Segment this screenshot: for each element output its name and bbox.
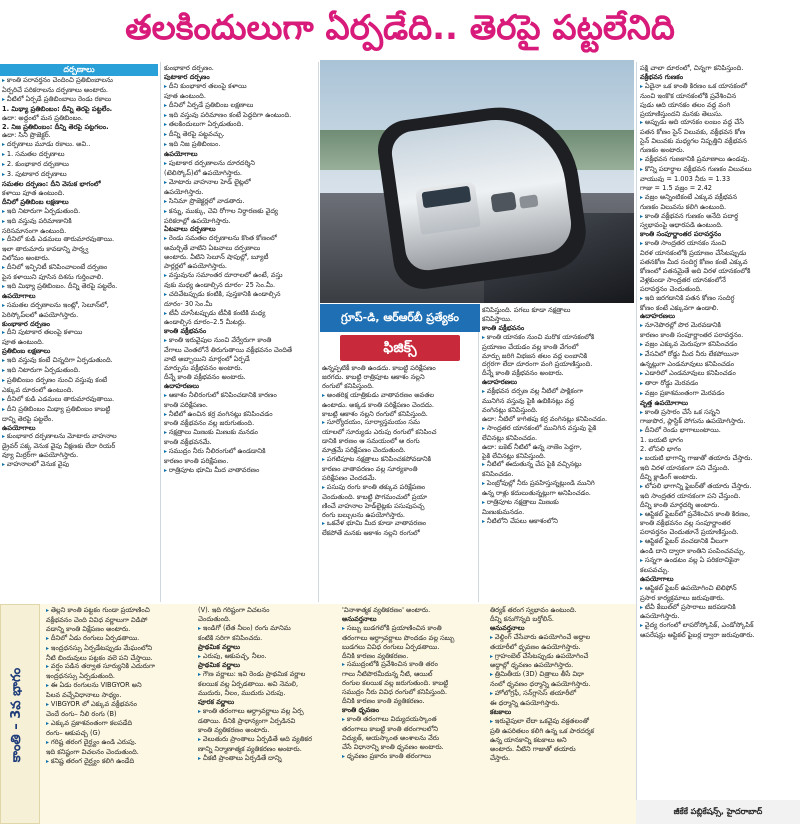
text-line: కనిపించడం. [482, 470, 514, 479]
text-line: పెరిస్కోప్‌లలో ఉపయోగిస్తారు. [2, 310, 79, 319]
subheading: పుటాకార దర్పణం [164, 72, 210, 81]
text-line: ▸ గ్రాహంబెల్ చేసేటప్పుడు ఉపయోగించే [490, 652, 632, 662]
text-line: గాజు = 1.5 వజ్రం = 2.42 [640, 183, 713, 192]
text-line: వాయువు = 1.003 నీరు = 1.33 [640, 174, 731, 183]
column-separator [478, 306, 479, 602]
text-line: మిణుకుమనడం. [482, 507, 525, 516]
text-line: ▸ వేసవిలో రోడ్డు మీద నీరు లేకపోయినా [640, 350, 798, 360]
text-line: పరావర్తనం చెందుతూనే ప్రయాణిస్తుంది. [640, 528, 739, 537]
column-polarization [488, 606, 634, 822]
text-line: ▸ సూర్యోదయం, సూర్యాస్తమయం సమ [322, 418, 474, 428]
photo-car-reflection [490, 192, 516, 213]
subheading: వక్రీభవన గుణకం [640, 72, 684, 81]
text-line: ▸ బయటి భాగాన్ని గాజుతో తయారు చేస్తారు. [640, 454, 798, 464]
subheading: కాంతి వక్రీభవనం [482, 323, 525, 332]
text-line: ▸ నీటిలోని చేపలు ఆకాశంలోని [482, 517, 632, 527]
text-line: ▸ VIBGYOR లో ఎక్కువ వక్రీభవనం [46, 700, 192, 710]
text-line: ▸ దర్పణాలు మూడు రకాలు. అవి.. [2, 140, 156, 150]
column-interference [340, 606, 486, 822]
text-line: ఇది సాంద్రతర యానకంగా పని చేస్తుంది. [640, 491, 741, 500]
text-line: ▸ ఏదైనా ఒక కాంతి కిరణం ఒక యానకంలో [640, 82, 798, 92]
text-line: ఇది కనిష్టంగా విచలనం చెందుతుంది. [46, 747, 139, 756]
text-line: ▸ దీనిలో ఏర్పడే ప్రతిబింబ లక్షణాలు [164, 101, 314, 111]
text-line: ▸ ఇది నిటారుగా ఏర్పడుతుంది. [2, 207, 156, 217]
text-line: కనిపిస్తాయి. [482, 314, 513, 323]
text-line: ▸ ఇది నిజ ప్రతిబింబం. [164, 140, 314, 150]
text-line: ▸ సబ్బు బుడగలోకి ప్రయాణించిన కాంతి [342, 624, 484, 634]
text-line: (టెలిస్కోప్)లో ఉపయోగిస్తారు. [164, 168, 242, 177]
text-line: పైన కళాయిని పూసిన దిశను గుర్తించాలి. [2, 273, 104, 282]
text-line: ▸ తలకిందులుగా ఏర్పడుతుంది. [164, 120, 314, 130]
text-line: ▸ వస్తువును సమాంతర దూరాలలో ఉంటే, వస్తు [164, 271, 314, 281]
subheading: కాంతి సంపూర్ణాంతర పరావర్తనం [640, 230, 722, 239]
text-line: ▸ అంతరిక్ష యాత్రికుడు వాతావరణం అవతల [322, 391, 474, 401]
side-mirror-photo [320, 60, 634, 303]
text-line: ప్రయాణం చేయడం వల్ల కాంతి వేగంలో [482, 342, 579, 351]
subheading: ఉదాహరణలు [482, 378, 518, 387]
text-line: ▸ సమతల దర్పణాలను ఇంట్లో, సెలూన్‌లో, [2, 301, 156, 311]
text-line: ▸ 2. కుంభాకార దర్పణాలు [2, 160, 156, 170]
publisher-credit: జీకేకే పబ్లికేషన్స్, హైదరాబాద్ [636, 800, 800, 824]
text-line: ▸ వక్రీభవన గుణకానికి ప్రమాణాలు ఉండవు. [640, 155, 798, 165]
text-line: పుడు ఆది యానకం తలం వద్ద వంగి [640, 100, 731, 109]
text-line: గుణకం విలువను కలిగి ఉంటుంది. [640, 202, 727, 211]
text-line: కాంతి వ్యతికరణం అంటారు. [198, 725, 270, 734]
text-line: ▸ దీనిలో కుడి ఎడమలు తారుమారవుతాయి. [2, 235, 156, 245]
subheading: ఉదాహరణలు [640, 312, 676, 321]
text-line: ▸ కనిష్ట తరంగ దైర్ఘ్యం కలిగి ఉండేది [46, 757, 192, 767]
text-line: ఏర్పరిచే పరికరాలను దర్పణాలు అంటారు. [2, 85, 109, 94]
text-line: ▸ కొన్ని పదార్థాల వక్రీభవన గుణకం విలువలు [640, 165, 798, 175]
text-line: కళాయి పూత ఉంటుంది. [2, 188, 65, 197]
text-line: దీన్ని కనుగొన్నది బర్తోలిన్. [490, 614, 554, 623]
text-line: గాలు నీటిపొరమీదున్న నీటి, ఆయిల్ [342, 670, 433, 679]
text-line: కారణం కాంతి సంపూర్ణాంతర పరావర్తనం. [640, 331, 744, 340]
column-mirrors [0, 64, 158, 602]
text-line: ▸ రెండు సమతల దర్పణాలను కొంత కోణంలో [164, 234, 314, 244]
text-line: ▸ వజ్రం ప్రకాశమంతంగా మెరవడం [640, 389, 798, 399]
text-line: ▸ ప్రతిబింబం దర్పణం నుంచి వస్తువు కంటే [2, 376, 156, 386]
text-line: దీనికి కారణం వ్యతికరణం. [342, 651, 409, 660]
text-line: స్వభావంపై ఆధారపడి ఉంటుంది. [640, 221, 724, 230]
text-line: కలయిక వల్ల ఏర్పడతాయి. అవి నెమలి, [198, 680, 299, 689]
subheading: ప్రతిబింబ లక్షణాలు [2, 347, 51, 356]
text-line: ఉన్నప్పటికీ కాంతి ఉండదు. కాబట్టి పరిక్షేపణం [322, 364, 436, 372]
text-line: విలోమం అంటారు. [2, 254, 50, 263]
text-line: డ్రైవర్ పక్క వెనుక వైపు వీక్షణకు లేదా రియర్ [2, 442, 116, 451]
text-line: ▸ నక్షత్రాలు మిణుకు మిణుకు మనడం [164, 428, 314, 438]
text-line: ▸ ఎరుపు, ఆకుపచ్చ, నీలం. [198, 652, 336, 662]
text-line: ఉన్న రాళ్లు కదులుతున్నట్లుగా అనిపించడం. [482, 489, 591, 498]
text-line: ▸ ఆప్టికల్ ఫైబర్‌లో ప్రవేశించిన కాంతి కిరణం, [640, 510, 798, 520]
text-line: దీనికి కారణం కాంతి వ్యతికరణం. [342, 697, 425, 706]
text-line: నంలో ధృవణం ధర్మాన్ని ఉపయోగిస్తారు. [490, 680, 591, 689]
text-line: ▸ అప్పుడు ఆది యానకం లంబం వద్ద చేసే [640, 118, 798, 128]
text-line: ▸ దీని ప్రతిబింబం మిథ్యా ప్రతిబింబం కాబట్టి [2, 405, 156, 415]
text-line: ▸ ఆప్టికల్ ఫైబర్ వంచడానికి వీలుగా [640, 537, 798, 547]
text-line: ▸ కాంతి తరంగాలు విద్యుదయస్కాంత [342, 715, 484, 725]
text-line: ▸ పెంబ్రోవుల్లో నీరు ప్రవహిస్తున్నట్లుండి మునిగి [482, 479, 632, 489]
subheading: పూరక వర్ణాలు [198, 698, 235, 707]
text-line: ▸ కుంభాకార దర్పణాలను మోటారు వాహనాల [2, 432, 156, 442]
text-line: ▸ సాంద్రతర యానకంలో మునిగిన వస్తువు పైకి [482, 424, 632, 434]
text-line: ▸ పసుపు రంగు కాంతి తక్కువ పరిక్షేపణం [322, 483, 474, 493]
text-line: వెళ్లకుండా సాంద్రతర యానకంలోనే [640, 275, 726, 284]
text-line: కోణంలో పతనమైతే అది విరళ యానకంలోకి [640, 266, 751, 275]
text-line: ఉదా: సినీ ప్రొజెక్టర్. [2, 131, 51, 140]
text-line: కాంతి వక్రీభవనం వల్ల జరుగుతుంది. [164, 419, 255, 428]
text-line: ఉదా: నీటిలో కాగితపు కర్ర వంగినట్లు కనిపించడం. [482, 414, 608, 423]
text-line: ణించే వాహనాల హెడ్‌లైట్లకు పసుపుపచ్చ [322, 501, 425, 510]
text-line: ▸ నీటిలో ఉంచిన కర్ర వంగినట్లు కనిపించడం [164, 410, 314, 420]
text-line: బుడగలు వివిధ రంగులు ఏర్పడతాయి. [342, 642, 440, 651]
text-line: కనిపిస్తుంది. పగలు కూడా నక్షత్రాలు [482, 306, 571, 314]
text-line: ణాన్ని నిర్మాణాత్మక వ్యతికరణం అంటారు. [198, 744, 302, 753]
text-line: ▸ గౌణ వర్ణాలు: ఇవి రెండు ప్రాథమిక వర్ణాల [198, 670, 336, 680]
text-line: పరిక్షేపణం చెందడమే. [322, 473, 377, 482]
text-line: ▸ కాంతి పరావర్తనం చెందించి ప్రతిబింబాలను [2, 76, 156, 86]
column-dispersion [44, 606, 194, 822]
text-line: పూత ఉంటుంది. [2, 338, 44, 347]
text-line: ఉంటాడు. అక్కడ కాంతి పరిక్షేపణం చెందదు. [322, 400, 434, 409]
text-line: ▸ ఎడారిలో ఎండమావులు కనిపించడం [640, 369, 798, 379]
text-line: ఈ ధర్మాన్ని ఉపయోగిస్తారు. [490, 699, 560, 708]
side-title-box [0, 604, 40, 824]
column-refractive-index [638, 64, 800, 798]
text-line: దూరం- 30 సెం.మీ [164, 299, 213, 308]
text-line: పైకి లేచినట్లు కనిపిస్తుంది. [482, 451, 546, 460]
text-line: అంటారు. వీటిని గాజుతో తయారు [490, 744, 576, 753]
text-line: ▸ పుటాకార దర్పణాలను దూరదర్శిని [164, 159, 314, 169]
text-line: ▸ కన్ను, ముక్కు, చెవి రోగాల నిర్ధారణకు వైద్య [164, 207, 314, 217]
text-line: కారణం వాతావరణం వల్ల సూర్యకాంతి [322, 464, 418, 473]
text-line: ఎక్కువ దూరంలో ఉంటుంది. [2, 385, 74, 394]
text-line: కాబట్టి ఆకాశం నల్లని రంగులో కనిపిస్తుంది. [322, 409, 428, 418]
text-line: వేగాలు చెంతలోనే తిరుగుతాయి వక్రీభవనం చెందితే [164, 346, 293, 355]
text-line: మార్పు జరిగి విభజన తలం వద్ద లంబానికి [482, 351, 588, 360]
text-line: ▸ 1. సమతల దర్పణాలు [2, 150, 156, 160]
text-line: ▸ ఆకాశం నీలిరంగులో కనిపించడానికి కారణం [164, 391, 314, 401]
text-line: సరిసమానంగా ఉంటుంది. [2, 226, 67, 235]
column-scattering [320, 364, 476, 602]
subheading: ప్రాథమిక వర్ణాలు [198, 661, 240, 670]
text-line: పరికరాల్లో ఉపయోగిస్తారు. [164, 216, 231, 225]
photo-car-reflection [519, 194, 538, 208]
text-line: ▸ తెల్లని కాంతి పట్టకం గుండా ప్రయాణించి [46, 606, 192, 616]
text-line: విరళ యానకంలోకి ప్రయాణం చేసేటప్పుడు [640, 249, 747, 258]
subheading: వృత్త ఉపయోగాలు [640, 398, 689, 407]
text-line: కంటికి సరిగా కనిపించదు. [198, 633, 263, 642]
column-separator [636, 62, 637, 802]
text-line: ఉన్నట్లుగా ఎండమావులు కనిపించడం [640, 360, 735, 368]
column-separator [318, 62, 319, 602]
subheading: కాంతి వక్రీభవనం [164, 327, 207, 336]
text-line: లేచినట్లు కనిపించడం. [482, 433, 538, 442]
text-line: 1. బయటి భాగం [640, 436, 684, 445]
text-line: ▸ దీనిలో ఏడు రంగులు ఏర్పడతాయి. [46, 634, 192, 644]
text-line: ▸ ఇది మిథ్యా ప్రతిబింబం. దీన్ని తెరపై పట్టలేం. [2, 282, 156, 292]
text-line: ▸ ధృవణం ప్రకారం కాంతి తరంగాలు [342, 752, 484, 762]
text-line: సైన్ విలువకు మధ్యగల నిష్పత్తిని వక్రీభవన [640, 137, 747, 146]
text-line: ▸ త్రిమితీయ (3D) చిత్రాలు తీసే విధా [490, 670, 632, 680]
text-line: తిర్యక్ తరంగ స్వభావం ఉంటుంది. [490, 606, 577, 614]
text-line: రంగులో కనిపిస్తుంది. [322, 381, 375, 390]
text-line: లేకపోతే మనకు ఆకాశం నల్లని రంగులో [322, 529, 420, 538]
text-line: ▸ వెల్డింగ్ చేసేవారు ఉపయోగించే అద్దాల [490, 633, 632, 643]
text-line: ▸ మోటారు వాహనాల హెడ్ లైట్లలో [164, 178, 314, 188]
text-line: 2. లోపలి భాగం [640, 445, 682, 454]
text-line: తయారీలో ధృవణం ఉపయోగిస్తారు. [490, 642, 581, 651]
text-line: పిలవ వచ్చేవిధానాలు సాధ్యం. [46, 691, 122, 700]
text-line: కాంతి వక్రీభవనమే. [164, 438, 212, 447]
text-line: పరావర్తనం చెందుతుంది. [640, 284, 703, 293]
text-line: ▸ సముద్రంలోకి ప్రవేశించిన కాంతి తరం [342, 660, 484, 670]
text-line: ▸ రాత్రిపూట భూమి మీద వాతావరణం [164, 466, 314, 476]
column-concave-mirror [162, 64, 316, 602]
text-line: ▸ ఇది నిటారుగా ఏర్పడుతుంది. [2, 366, 156, 376]
text-line: చేసే విధానాన్ని కాంతి ధృవణం అంటారు. [342, 742, 444, 751]
text-line: కాంతి పరిక్షేపణం. [164, 400, 208, 409]
text-line: దగ్గరగా లేదా దూరంగా వంగి ప్రయాణిస్తుంది. [482, 360, 593, 369]
text-line: చెందుతుంది. [198, 614, 231, 623]
text-line: ▸ గరిష్ట తరంగ దైర్ఘ్యం ఉండి ఎరుపు. [46, 738, 192, 748]
section-heading-mirrors: దర్పణాలు [0, 64, 158, 76]
text-line: ▸ హోలోగ్రఫీ, సన్‌గ్లాసెస్ తయారీలో [490, 689, 632, 699]
text-line: ▸ కాంతి సాంద్రతర యానకం నుంచి [640, 239, 798, 249]
text-line: ▸ ఇంద్రధనస్సు ఏర్పడేటప్పుడు మేఘంలోని [46, 644, 192, 654]
text-line: ▸ టీవీ చూసేటప్పుడు టీవీకి కంటికి మధ్య [164, 309, 314, 319]
text-line: ▸ వెలుతురు ప్రాంతాలు ఏర్పడితే అది వ్యతికర [198, 735, 336, 745]
page-headline: తలకిందులుగా ఏర్పడేది.. తెరపై పట్టలేనిది [125, 8, 675, 48]
text-line: దీన్నే కాంతి వక్రీభవనం అంటారు. [482, 369, 564, 378]
text-line: ఇది విరళ యానకంగా పని చేస్తుంది. [640, 463, 730, 472]
text-line: కారణం కాంతి పరిక్షేపణం. [164, 457, 229, 466]
text-line: పూత ఉంటుంది. [164, 91, 206, 100]
subheading: అనువర్తనాలు [342, 614, 377, 623]
text-line: ఆపరేషన్లు ఆప్టికల్ ఫైబర్ల ద్వారా జరుపుతారు. [640, 631, 755, 640]
text-line: ▸ వక్రీభవన దర్పణ వల్ల నీటిలో పాక్షికంగా [482, 387, 632, 397]
text-line: చెందుతుంది. కాబట్టి పొగమంచులో ప్రయా [322, 492, 428, 501]
text-line: ▸ దీనిలో కుడి ఎడమలు తారుమారవుతాయి. [2, 395, 156, 405]
text-line: యాలలో సూర్యుడు ఎరుపు రంగులో కనిపించ [322, 428, 437, 437]
column-refraction [480, 306, 634, 602]
text-line: ▸ దీని పుటాకార తలంపై కళాయి [2, 328, 156, 338]
text-line: ▸ నీటిలో ఈదుతున్న చేప పైకి వచ్చినట్లు [482, 460, 632, 470]
text-line: ▸ దీనిలో ఇన్ఫినిటీ కనిపించాలంటే దర్పణం [2, 263, 156, 273]
text-line: ▸ లోపలి భాగాన్ని ఫైబర్‌తో తయారు చేస్తారు. [640, 482, 798, 492]
text-line: ▸ కాంతి ఇరువైపుల నుంచి వేర్వేరుగా కాంతి [164, 336, 314, 346]
text-line: కలపవచ్చు. [640, 565, 670, 574]
text-line: రంగు– ఆకుపచ్చ (G) [46, 728, 101, 737]
text-line: ఉండి దాని ద్వారా కాంతిని పంపించవచ్చు. [640, 547, 746, 556]
text-line: ▸ తారా రోడ్డు మెరవడం [640, 379, 798, 389]
text-line: వుకు మధ్య ఉండాల్సిన దూరం- 25 సెం.మీ. [164, 280, 276, 289]
text-line: పతనకోణ మీద సందిగ్ధ కోణం కంటే ఎక్కువ [640, 258, 748, 267]
subheading: సమతల దర్పణం: దీని వెనుక భాగంలో [2, 179, 101, 188]
text-line: ▸ 3. పుటాకార దర్పణాలు [2, 170, 156, 180]
text-line: ▸ ఇది వస్తువు పరిమాణానికి [2, 217, 156, 227]
text-line: చేస్తారు. [490, 753, 511, 762]
column-separator [160, 62, 161, 602]
text-line: ఉపయోగిస్తారు. [164, 187, 204, 196]
text-line: కుంభాకార దర్పణం. [164, 64, 214, 72]
text-line: పార్లర్లలో ఉపయోగిస్తారు. [164, 262, 227, 271]
text-line: వాటి అబ్బాయిని మార్గంలో ఏర్పడే [164, 355, 250, 364]
text-line: ▸ దీన్ని తెరపై పట్టవచ్చు. [164, 130, 314, 140]
text-line: ▸ ఎక్కువ ప్రకాశవంతంగా కలపడేది [46, 719, 192, 729]
text-line: నుంచి ఇంకొక యానకంలోకి ప్రవేశించిన [640, 91, 737, 100]
subheading: కటకాలు [490, 707, 512, 716]
text-line: ▸ టీవీ కేబుల్‌లో ప్రసారాలు జరపడానికి [640, 603, 798, 613]
subheading: ఉదాహరణలు [164, 381, 200, 390]
subheading: దీనిలో ప్రతిబింబ లక్షణాలు [2, 197, 69, 206]
text-line: ▸ కాంతి తరంగాలు ఆర్ద్రావర్ణాలు వల్ల ఏర్ప [198, 707, 336, 717]
subheading: కాంతి ధృవణం [342, 705, 380, 714]
text-line: గాజుపొర, ప్లాస్టిక్ పోగును ఉపయోగిస్తారు. [640, 417, 746, 426]
text-line: రంగుల కలయిక వల్ల జరుగుతుంది. కాబట్టి [342, 679, 449, 688]
text-line: ▸ కాంతి వక్రీభవన గుణకం అనేది పదార్థ [640, 212, 798, 222]
text-line: వంగినట్లు కనిపిస్తుంది. [482, 405, 538, 414]
text-line: ▸ నూనెపొరల్లో పొర మెరవడానికి [640, 321, 798, 331]
text-line: (V). ఇది గరిష్టంగా విచలనం [198, 606, 270, 614]
text-line: ▸ ఇది వస్తువు పరిమాణం కంటే పెద్దదిగా ఉంటుంది. [164, 111, 314, 121]
text-line: ▸ ఆప్టికల్ ఫైబర్ ఉపయోగించి టెలిఫోన్ [640, 584, 798, 594]
text-line: ▸ వజ్రం ఎక్కువ మెరుపుగా కనిపించడం [640, 340, 798, 350]
text-line: దాన్ని తెరపై పట్టలేం. [2, 414, 54, 423]
text-line: తరంగాలు కాబట్టి కాంతి తరంగాలలోని [342, 724, 438, 733]
text-line: ▸ చదివేటప్పుడు కంటికి, పుస్తకానికి ఉండాల్సిన [164, 290, 314, 300]
subheading: ఏటవాలు దర్పణాలు [164, 225, 216, 234]
text-line: ప్రసార కార్యక్రమాలు జరుపుతారు. [640, 593, 725, 602]
text-line: ▸ దీని కుంభాకార తలంపై కళాయి [164, 82, 314, 92]
text-line: దీన్నే కాంతి వక్రీభవనం అంటారు. [164, 372, 246, 381]
subheading: ఉపయోగాలు [164, 150, 198, 159]
text-line: డతాయి. దీనికి ప్రాధాన్యంగా ఏర్పడినవి [198, 716, 296, 725]
text-line: ▸ వజ్రం అన్నింటికంటే ఎక్కువ వక్రీభవన [640, 193, 798, 203]
text-line: మార్పును వక్రీభవనం అంటారు. [164, 364, 243, 372]
text-line: మునిగిన వస్తువు పైకి ఉబికినట్లు వద్ద [482, 397, 575, 406]
text-line: ప్రయాణిస్తుందని మనకు తెలుసు. [640, 109, 723, 118]
text-line: పతన కోణం సైన్ విలువకు, వక్రీభవన కోణ [640, 128, 746, 137]
text-line: ▸ సన్నగా ఉండటం వల్ల ఏ పరికరానికైనా [640, 556, 798, 566]
text-line: ▸ ఈ ఏడు రంగులను VIBGYOR అని [46, 681, 192, 691]
subheading: ఉపయోగాలు [2, 291, 36, 300]
text-line: నీటి బిందువులు పట్టకం వలె పని చేస్తాయి. [46, 653, 153, 662]
text-line: 'వినాశాత్మక వ్యతికరణం' అంటారు. [342, 606, 431, 614]
text-line: వ్యూ మిర్రర్‌గా ఉపయోగిస్తారు. [2, 451, 79, 460]
text-line: ▸ ఇది వస్తువు కంటే చిన్నదిగా ఏర్పడుతుంది. [2, 356, 156, 366]
text-line: జరగదు. కాబట్టి రాత్రిపూట ఆకాశం నల్లని [322, 372, 425, 381]
text-line: ▸ వైద్య రంగంలో లాపరోస్కోపిక్, ఎండోస్కోపిక్ [640, 621, 798, 631]
text-line: ▸ సముద్రం నీరు నీలిరంగులో ఉండడానికి [164, 447, 314, 457]
text-line: ముదురు, నీలం, ముదురు ఎరుపు. [198, 689, 286, 698]
text-line: గుణకం అంటారు. [640, 146, 685, 155]
text-line: ▸ పగటిపూట నక్షత్రాలు కనిపించకపోవడానికి [322, 455, 474, 465]
text-line: అంటారు. వీటిని సెలూన్ షాపుల్లో, బ్యూటీ [164, 253, 269, 262]
text-line: కాంతి వక్రీభవనం వల్ల సంపూర్ణాంతర [640, 519, 731, 528]
subheading: ఉపయోగాలు [640, 574, 674, 583]
text-line: ఉపయోగిస్తారు. [640, 612, 680, 621]
text-line: చెందే రంగు– నీలి రంగు (B) [46, 709, 117, 718]
subheading: 1. మిథ్యా ప్రతిబింబం: దీన్ని తెరపై పట్టలేం. [2, 104, 113, 113]
text-line: ▸ రాత్రిపూట నక్షత్రాలు మిణుకు [482, 498, 632, 508]
text-line: వడాన్ని కాంతి విక్షేపణం అంటారు. [46, 624, 131, 633]
side-title: కాంతి – 3వ భాగం [9, 667, 24, 763]
text-line: సముద్రం నీరు వివిధ రంగులో కనిపిస్తుంది. [342, 688, 448, 697]
text-line: రంగు బల్బులను ఉపయోగిస్తారు. [322, 510, 405, 519]
text-line: ▸ వీటిలో ఏర్పడే ప్రతిబింబాలు రెండు రకాలు [2, 95, 156, 105]
text-line: ఇలా తారుమారు కావడాన్ని పార్శ్వ [2, 245, 89, 254]
text-line: ▸ కాంతి ప్రసారం చేసే ఒక సన్నని [640, 408, 798, 418]
text-line: ▸ కాంతి యానకం నుంచి మరొక యానకంలోకి [482, 333, 632, 343]
text-line: ఉదా: అద్దంలో మన ప్రతిబింబం. [2, 113, 83, 122]
text-line: ▸ వర్షం పడిన తర్వాత సూర్యునికి ఎదురుగా [46, 662, 192, 672]
text-line: దీన్ని క్లాడింగ్ అంటారు. [640, 472, 698, 481]
text-line: ▸ ఇరువైపులా లేదా ఒకవైపు వక్రతలంతో [490, 717, 632, 727]
column-colors [196, 606, 338, 822]
subheading: ఉపయోగాలు [2, 423, 36, 432]
text-line: ▸ ఒకవేళ భూమి మీద కూడా వాతావరణం [322, 519, 474, 529]
exam-banner: గ్రూప్-డి, ఆర్‌ఆర్‌బీ ప్రత్యేకం [320, 304, 480, 332]
text-line: ప్రతి ఉపరితలం కలిగి ఉన్న ఒక పారదర్శక [490, 726, 595, 735]
text-line: ▸ ఇది జరగడానికి పతన కోణం సందిగ్ధ [640, 294, 798, 304]
text-line: అద్దాల్లో ధృవణం ఉపయోగిస్తారు. [490, 661, 574, 670]
subheading: ప్రాథమిక వర్ణాలు [198, 642, 240, 651]
text-line: ఉండాల్సిన దూరం–2.5 మీటర్లు. [164, 318, 247, 327]
text-line: ▸ దీనిలో రెండు భాగాలుంటాయి. [640, 426, 798, 436]
text-line: ▸ వాహనాలలో వెనుక వైపు [2, 460, 156, 470]
text-line: ఇంద్రధనస్సు ఏర్పడుతుంది. [46, 672, 116, 681]
text-line: ▸ చీకటి ప్రాంతాలు ఏర్పడితే దాన్ని [198, 754, 336, 764]
text-line: తరంగాలు ఆర్ద్రావర్ణాలు పొందడం వల్ల సబ్బు [342, 633, 455, 642]
text-line: కోణం కంటే ఎక్కువగా ఉండాలి. [640, 303, 719, 312]
text-line: మాత్రమే పరిక్షేపణం చెందుతుంది. [322, 446, 406, 455]
text-line: ▸ ఇండిగో (లేత నీలం) రంగు మానిమ [198, 624, 336, 634]
text-line: విద్యుత్, అయస్కాంత అంశాలను వేరు [342, 733, 439, 742]
text-line: పక్షి చాలా దూరంలో, చిన్నగా కనిపిస్తుంది. [640, 64, 744, 72]
text-line: ▸ సినిమా ప్రొజెక్టర్లలో వాడతారు. [164, 197, 314, 207]
text-line: అమర్చితే వాటిని ఏటవాలు దర్పణాలు [164, 244, 261, 253]
text-line: ఉన్న యానకాన్ని కటకాలు అని [490, 735, 567, 744]
text-line: దీన్ని కాంతి మార్గదర్శి అంటారు. [640, 500, 720, 509]
text-line: వక్రీభవనం చెంది వివిధ వర్ణాలుగా విడిపో [46, 615, 148, 624]
subheading: అనువర్తనాలు [490, 623, 525, 632]
text-line: ఉదా: బకెట్ నీటిలో ఉన్న నాణెం పెద్దగా, [482, 442, 582, 451]
subject-label: ఫిజిక్స్ [340, 335, 460, 361]
subheading: కుంభాకార దర్పణం [2, 319, 51, 328]
subheading: 2. నిజ ప్రతిబింబం: దీన్ని తెరపై పట్టగలం. [2, 122, 109, 131]
text-line: డానికి కారణం ఆ సమయంలో ఆ రంగు [322, 437, 420, 446]
